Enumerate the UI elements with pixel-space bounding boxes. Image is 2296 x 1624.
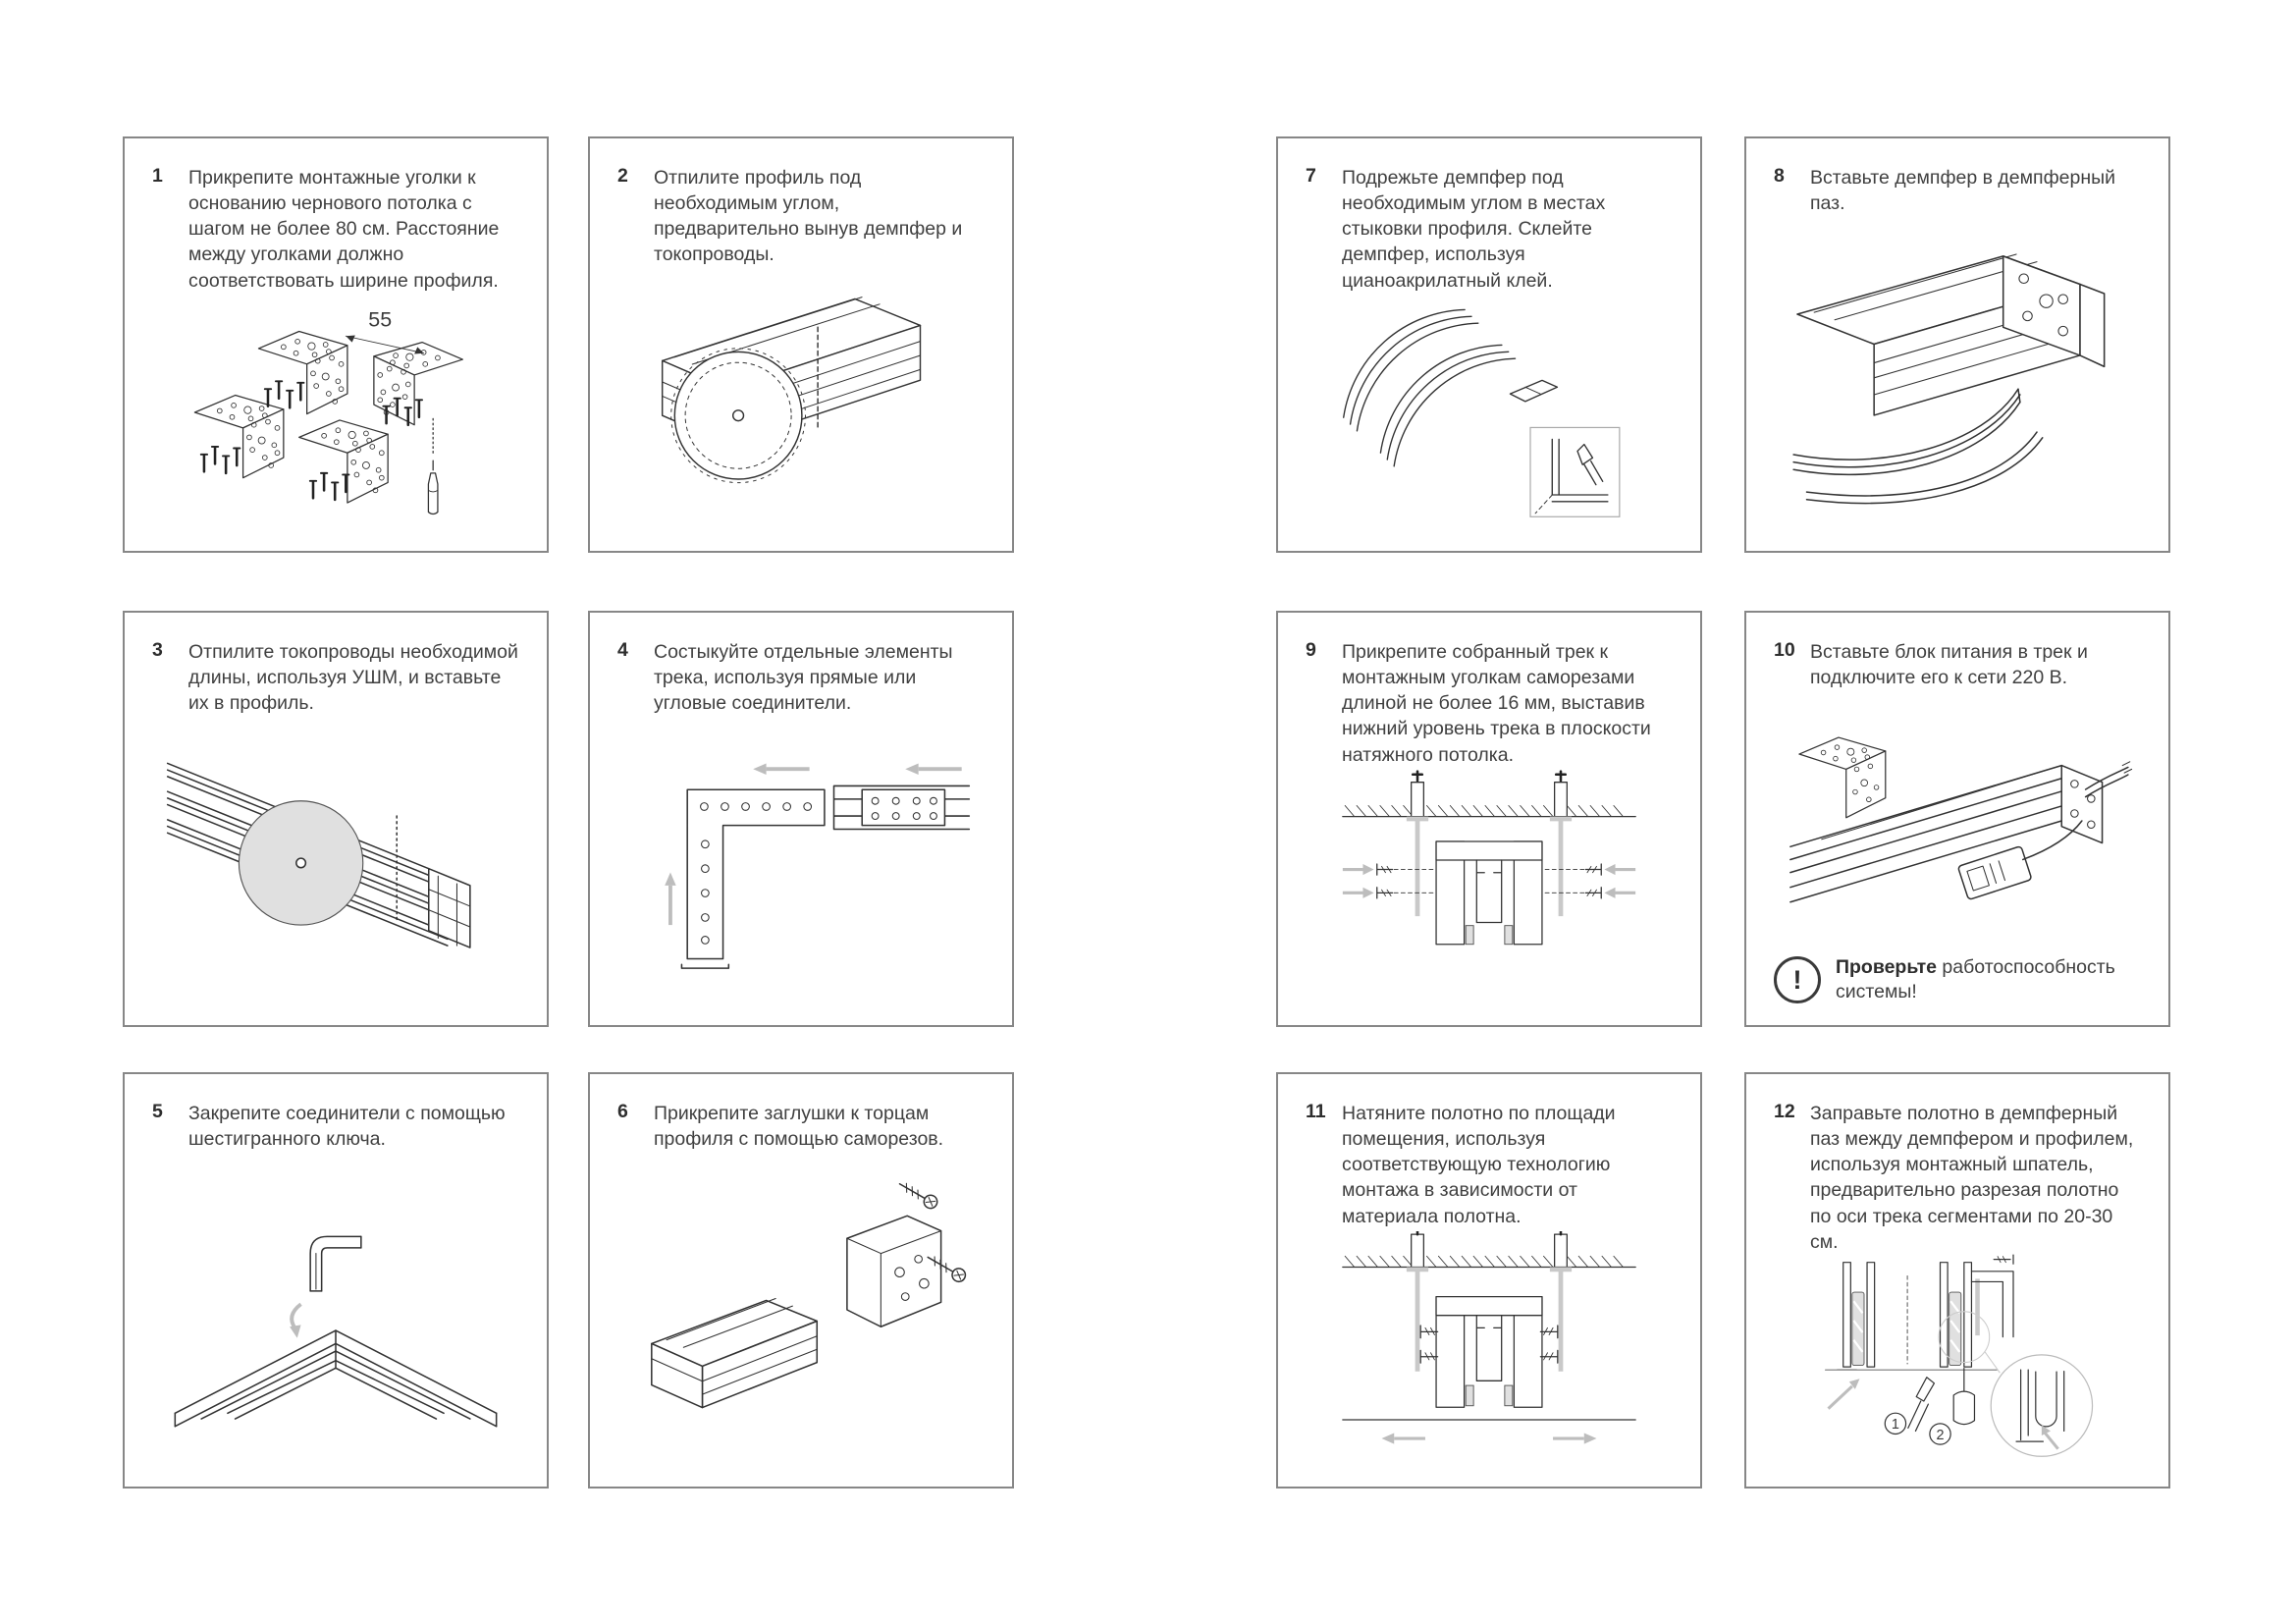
figure-step-9 <box>1306 768 1673 1005</box>
damper-glue-figure <box>1307 295 1672 530</box>
cross-section-fixing-figure <box>1307 770 1672 1003</box>
warning-text-bold: Проверьте <box>1836 955 1937 978</box>
figure-step-5 <box>152 1152 519 1467</box>
step-header <box>617 165 985 268</box>
hex-key-icon <box>310 1236 361 1291</box>
figure-step-3 <box>152 716 519 1005</box>
step-text: Отпилите токопроводы необходимой длины, используя УШМ, и вставьте их в профиль. <box>188 641 518 715</box>
step-number: 8 <box>1774 165 1785 187</box>
figure-step-6 <box>617 1152 985 1467</box>
step-text: Прикрепите собранный трек к монтажным уголкам саморезами длиной не более 16 мм, выставив нижний уровень трека в плоскости натяжного потолка. <box>1342 641 1651 766</box>
step-panel-8 <box>1744 136 2170 553</box>
step-header <box>152 1101 519 1152</box>
marker-2: 2 <box>1936 1427 1945 1443</box>
step-text: Подрежьте демпфер под необходимым углом в местах стыковки профиля. Склейте демпфер, используя цианоакрилатный клей. <box>1342 167 1606 292</box>
figure-step-11 <box>1306 1229 1673 1467</box>
step-text: Отпилите профиль под необходимым углом, предварительно вынув демпфер и токопроводы. <box>654 167 963 266</box>
knife-icon <box>1885 1378 1934 1435</box>
profile-saw-figure <box>618 276 984 523</box>
rotate-arrow <box>290 1304 300 1337</box>
step-number: 12 <box>1774 1101 1795 1122</box>
step-panel-9 <box>1276 611 1702 1027</box>
figure-step-1 <box>152 294 519 531</box>
spatula-icon <box>1930 1368 1975 1444</box>
marker-1: 1 <box>1891 1417 1899 1434</box>
step-panel-12 <box>1744 1072 2170 1489</box>
step-header <box>1306 639 1673 768</box>
flexible-damper-arcs <box>1344 309 1516 465</box>
step-text: Прикрепите заглушки к торцам профиля с помощью саморезов. <box>654 1103 944 1151</box>
mounting-brackets-figure <box>153 296 518 529</box>
hex-key-figure <box>153 1178 518 1441</box>
step-number: 4 <box>617 639 628 661</box>
stretch-arrows <box>1382 1433 1597 1443</box>
magnifier-detail <box>1936 1312 2093 1456</box>
damper-wedge-piece <box>1510 380 1557 401</box>
step-header <box>1774 1101 2141 1255</box>
figure-step-7 <box>1306 294 1673 531</box>
step-text: Натяните полотно по площади помещения, используя соответствующую технологию монтажа в зависимости от материала полотна. <box>1342 1103 1616 1227</box>
dimension-label: 55 <box>368 307 393 332</box>
step-header <box>1306 1101 1673 1229</box>
step-header <box>1774 165 2141 216</box>
end-cap-plate <box>847 1216 941 1326</box>
track-profile-section <box>1436 841 1542 945</box>
step-header <box>1306 165 1673 294</box>
step-number: 9 <box>1306 639 1316 661</box>
screwdriver-bit-icon <box>428 418 438 514</box>
membrane-tuck-figure <box>1775 1249 2140 1473</box>
straight-connector-plate <box>862 789 944 825</box>
profile-end <box>652 1298 817 1407</box>
figure-step-10 <box>1774 690 2141 950</box>
figure-step-2 <box>617 268 985 532</box>
step-panel-3 <box>123 611 549 1027</box>
warning-text <box>1836 955 2141 1005</box>
damper-insert-figure <box>1775 234 2140 514</box>
angle-bracket <box>194 395 283 477</box>
screws-and-guides <box>1377 864 1601 898</box>
step-panel-1 <box>123 136 549 553</box>
mounting-bracket-sections <box>1407 1231 1572 1272</box>
step-text: Состыкуйте отдельные элементы трека, используя прямые или угловые соединители. <box>654 641 953 715</box>
ceiling-hatch <box>1343 805 1635 816</box>
step-panel-6 <box>588 1072 1014 1489</box>
corner-connector-plate <box>687 789 825 958</box>
step-header <box>1774 639 2141 690</box>
profile-end-stack <box>429 868 470 947</box>
track-profile-section <box>1436 1296 1542 1407</box>
step-number: 5 <box>152 1101 163 1122</box>
connectors-figure <box>618 730 984 993</box>
step-number: 7 <box>1306 165 1316 187</box>
step-text: Вставьте демпфер в демпферный паз. <box>1810 167 2116 215</box>
figure-step-4 <box>617 716 985 1005</box>
step-panel-4 <box>588 611 1014 1027</box>
corner-frame <box>175 1330 496 1427</box>
step-number: 6 <box>617 1101 628 1122</box>
power-supply-figure <box>1775 729 2140 913</box>
angle-bracket <box>1799 737 1886 818</box>
step-panel-11 <box>1276 1072 1702 1489</box>
mounting-bracket-sections <box>1407 771 1572 821</box>
end-cap-figure <box>618 1178 984 1441</box>
step-text: Заправьте полотно в демпферный паз между демпфером и профилем, используя монтажный шпатель, предварительно разрезая полотно по оси трека сегментами по 20-30 см. <box>1810 1103 2134 1253</box>
step-header <box>152 165 519 294</box>
step-number: 3 <box>152 639 163 661</box>
ceiling-hatch <box>1343 1256 1635 1267</box>
step-number: 1 <box>152 165 163 187</box>
step-panel-10 <box>1744 611 2170 1027</box>
step-text: Прикрепите монтажные уголки к основанию чернового потолка с шагом не более 80 см. Расстояние между уголками должно соответствовать ширине профиля. <box>188 167 500 292</box>
membrane-stretch-figure <box>1307 1231 1672 1465</box>
step-panel-2 <box>588 136 1014 553</box>
figure-step-12 <box>1774 1255 2141 1467</box>
step-header <box>617 1101 985 1152</box>
warning-note <box>1774 955 2141 1005</box>
glue-inset <box>1530 427 1620 516</box>
step-panel-5 <box>123 1072 549 1489</box>
warning-text-rest: работоспособность системы! <box>1836 955 2115 1003</box>
step-text: Вставьте блок питания в трек и подключите его к сети 220 В. <box>1810 641 2088 689</box>
step-header <box>152 639 519 716</box>
exclamation-icon: ! <box>1774 956 1821 1003</box>
step-number: 10 <box>1774 639 1795 661</box>
grinder-disc-icon <box>239 800 397 924</box>
angle-bracket <box>258 331 347 413</box>
figure-step-8 <box>1774 216 2141 531</box>
step-panel-7 <box>1276 136 1702 553</box>
step-number: 2 <box>617 165 628 187</box>
busbar-grinder-figure <box>153 730 518 993</box>
damper-ribbon <box>1793 389 2043 503</box>
tuck-arrow <box>1829 1379 1860 1408</box>
right-damper-slot <box>1941 1255 2013 1367</box>
step-header <box>617 639 985 716</box>
step-number: 11 <box>1306 1101 1326 1122</box>
step-text: Закрепите соединители с помощью шестигранного ключа. <box>188 1103 506 1151</box>
left-damper-slot <box>1838 1263 1875 1370</box>
